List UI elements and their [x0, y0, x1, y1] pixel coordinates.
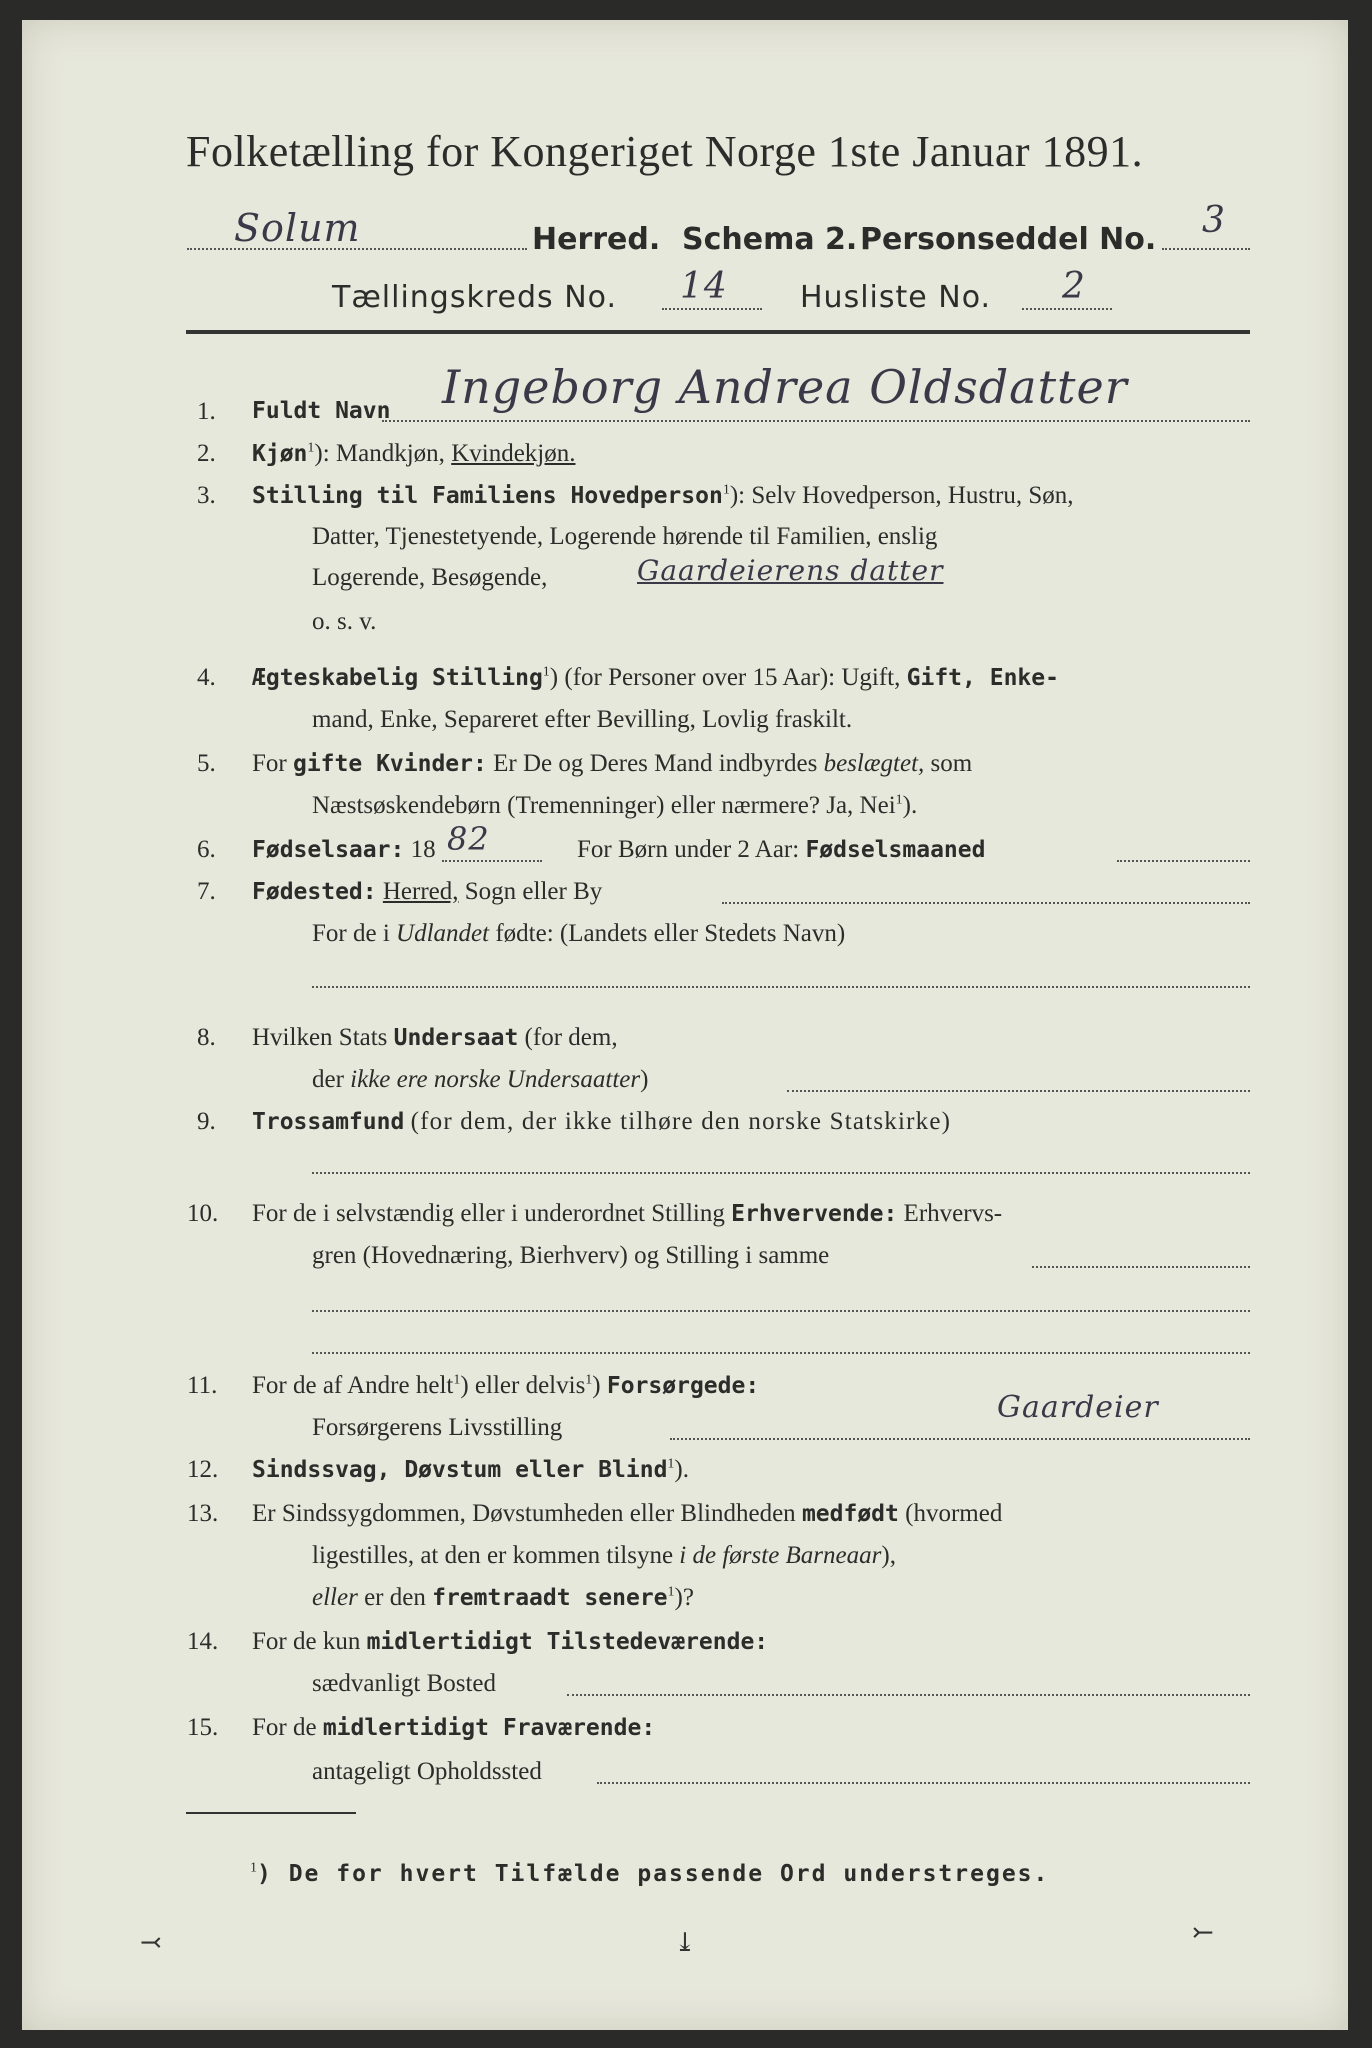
full-name-handwritten: Ingeborg Andrea Oldsdatter	[442, 360, 1128, 414]
kreds-label: Tællingskreds No.	[332, 280, 617, 315]
marital-status-line-1: Ægteskabelig Stilling$^1$) (for Personer over 15 Aar): Ugift, Gift, Enke-	[252, 664, 1059, 691]
footnote-ref: 1	[307, 440, 315, 456]
census-form-page	[22, 20, 1348, 2030]
citizenship-label: Undersaat	[393, 1025, 519, 1051]
religion-label: Trossamfund	[252, 1109, 405, 1135]
family-position-label: Stilling til Familiens Hovedperson	[252, 483, 723, 509]
family-position-handwritten: Gaardeierens datter	[637, 554, 944, 587]
item-number: 10.	[187, 1200, 219, 1227]
occupation-dotted-2	[312, 1310, 1250, 1312]
religion-dotted	[312, 1172, 1250, 1174]
temporary-present-label: midlertidigt Tilstedeværende:	[366, 1629, 769, 1655]
birthplace-dotted-1	[722, 902, 1250, 904]
congenital-line-3: eller er den fremtraadt senere$^1$)?	[312, 1584, 694, 1611]
family-position-options-3: Logerende, Besøgende,	[312, 564, 548, 591]
birthplace-selected-herred: Herred,	[382, 878, 459, 905]
full-name-label: Fuldt Navn	[252, 398, 391, 424]
kreds-number-handwritten: 14	[680, 266, 728, 307]
item-number: 15.	[187, 1714, 219, 1741]
congenital-label: medfødt	[801, 1501, 899, 1527]
usual-residence-dotted	[567, 1694, 1250, 1696]
item-number: 1.	[197, 398, 216, 425]
temporary-present-line: For de kun midlertidigt Tilstedeværende:	[252, 1628, 769, 1655]
occupation-label: Erhvervende:	[731, 1201, 898, 1227]
item-number: 2.	[197, 440, 216, 467]
herred-handwritten: Solum	[234, 206, 361, 250]
marital-status-label: Ægteskabelig Stilling	[252, 665, 543, 691]
disability-line: Sindssvag, Døvstum eller Blind$^1$).	[252, 1456, 689, 1483]
sex-line	[252, 440, 575, 468]
birth-month-line: For Børn under 2 Aar: Fødselsmaaned	[577, 836, 986, 863]
item-number: 3.	[197, 482, 216, 509]
supporter-occupation-handwritten: Gaardeier	[997, 1390, 1159, 1425]
citizenship-line-1: Hvilken Stats Undersaat (for dem,	[252, 1024, 618, 1051]
birth-year-handwritten: 82	[447, 820, 490, 858]
item-number: 11.	[187, 1372, 218, 1399]
probable-residence-label: antageligt Opholdssted	[312, 1758, 542, 1785]
sex-options-a: ): Mandkjøn,	[314, 440, 445, 467]
item-number: 4.	[197, 664, 216, 691]
family-position-line-1: Stilling til Familiens Hovedperson$^1$): Selv Hovedperson, Hustru, Søn,	[252, 482, 1074, 509]
form-title: Folketælling for Kongeriget Norge 1ste Januar 1891.	[186, 127, 1144, 176]
birth-year-line: Fødselsaar: 18	[252, 836, 436, 863]
married-women-label: gifte Kvinder:	[292, 751, 487, 777]
birth-month-dotted	[1117, 860, 1250, 862]
husliste-number-handwritten: 2	[1062, 266, 1086, 307]
husliste-dotted-line	[1022, 308, 1112, 310]
item-number: 8.	[197, 1024, 216, 1051]
occupation-line-2: gren (Hovednæring, Bierhverv) og Stilling i samme	[312, 1242, 830, 1269]
birth-month-label: Fødselsmaaned	[805, 837, 986, 863]
full-name-line	[382, 420, 1250, 422]
personseddel-dotted-line	[1162, 248, 1250, 250]
probable-residence-dotted	[597, 1782, 1250, 1784]
birth-year-dotted	[442, 860, 542, 862]
binding-mark-right: ⤚	[1192, 1918, 1214, 1948]
citizenship-dotted	[787, 1090, 1250, 1092]
disability-label: Sindssvag, Døvstum eller Blind	[252, 1457, 668, 1483]
item-number: 9.	[197, 1108, 216, 1135]
married-women-line-2: Næstsøskendebørn (Tremenninger) eller nærmere? Ja, Nei$^1$).	[312, 792, 918, 819]
religion-line: Trossamfund (for dem, der ikke tilhøre den norske Statskirke)	[252, 1108, 952, 1135]
usual-residence-label: sædvanligt Bosted	[312, 1670, 497, 1697]
personseddel-label: Personseddel No.	[860, 222, 1157, 257]
citizenship-line-2: der ikke ere norske Undersaatter)	[312, 1066, 649, 1093]
marital-status-options-1: ) (for Personer over 15 Aar): Ugift,	[549, 664, 901, 691]
birthplace-dotted-2	[312, 986, 1250, 988]
footnote: $^1$) De for hvert Tilfælde passende Ord understreges.	[250, 1860, 1050, 1887]
supported-line-2: Forsørgerens Livsstilling	[312, 1414, 563, 1441]
birthplace-line-1: Fødested: Herred, Sogn eller By	[252, 878, 603, 905]
item-number: 14.	[187, 1628, 219, 1655]
married-women-line-1: For gifte Kvinder: Er De og Deres Mand indbyrdes beslægtet, som	[252, 750, 973, 777]
binding-mark-left: ⤙	[140, 1928, 162, 1958]
supported-dotted	[670, 1438, 1250, 1440]
item-number: 13.	[187, 1500, 219, 1527]
congenital-line-2: ligestilles, at den er kommen tilsyne i de første Barneaar),	[312, 1542, 896, 1569]
item-number: 6.	[197, 836, 216, 863]
item-number: 12.	[187, 1456, 219, 1483]
marital-status-options-1b: Gift, Enke-	[906, 665, 1059, 691]
sex-selected-female: Kvindekjøn.	[451, 440, 576, 467]
birth-year-label: Fødselsaar:	[252, 837, 405, 863]
item-number: 7.	[197, 878, 216, 905]
marital-status-options-2: mand, Enke, Separeret efter Bevilling, Lovlig fraskilt.	[312, 706, 853, 733]
sex-label: Kjøn	[252, 441, 308, 467]
husliste-label: Husliste No.	[800, 280, 992, 315]
birthplace-line-2: For de i Udlandet fødte: (Landets eller Stedets Navn)	[312, 920, 846, 947]
supported-line-1: For de af Andre helt$^1$) eller delvis$^1$) Forsørgede:	[252, 1372, 760, 1399]
occupation-dotted-3	[312, 1352, 1250, 1354]
personseddel-number-handwritten: 3	[1202, 200, 1226, 241]
item-number: 5.	[197, 750, 216, 777]
temporary-absent-label: midlertidigt Fraværende:	[322, 1715, 656, 1741]
herred-label: Herred.	[532, 222, 661, 257]
family-position-etc: o. s. v.	[312, 608, 377, 635]
occupation-line-1: For de i selvstændig eller i underordnet Stilling Erhvervende: Erhvervs-	[252, 1200, 1003, 1227]
schema-label: Schema 2.	[682, 222, 858, 257]
birthplace-label: Fødested:	[252, 879, 377, 905]
footnote-rule	[186, 1812, 356, 1814]
supported-label: Forsørgede:	[606, 1373, 760, 1399]
family-position-options-2: Datter, Tjenestetyende, Logerende hørende til Familien, enslig	[312, 523, 938, 550]
congenital-line-1: Er Sindssygdommen, Døvstumheden eller Blindheden medfødt (hvormed	[252, 1500, 1003, 1527]
later-onset-label: fremtraadt senere	[432, 1585, 668, 1611]
herred-dotted-line	[187, 248, 527, 250]
kreds-dotted-line	[662, 308, 762, 310]
temporary-absent-line: For de midlertidigt Fraværende:	[252, 1714, 656, 1741]
family-position-options-1: ): Selv Hovedperson, Hustru, Søn,	[729, 482, 1074, 509]
header-rule	[186, 330, 1250, 334]
binding-mark-center: ⤓	[674, 1928, 696, 1958]
occupation-dotted-1	[1032, 1266, 1250, 1268]
